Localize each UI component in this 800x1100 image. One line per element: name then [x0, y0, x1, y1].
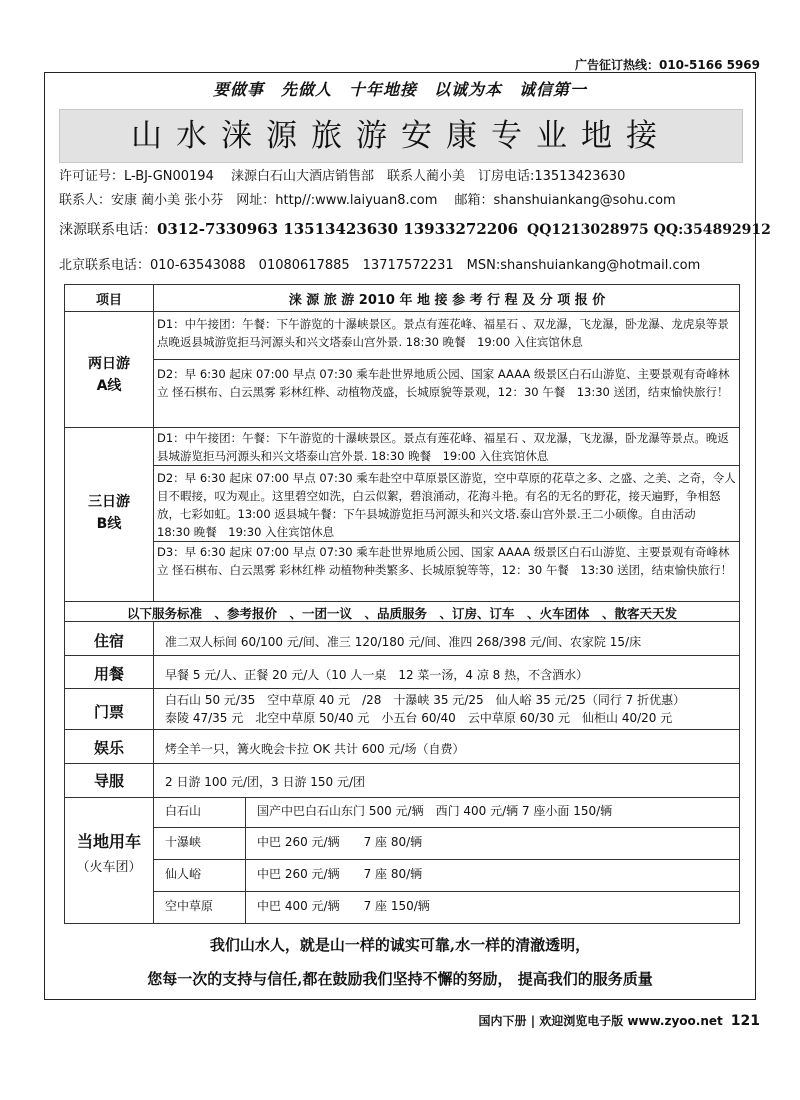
qq-numbers: QQ1213028975 QQ:354892912	[527, 222, 771, 238]
laiyuan-phones: 0312-7330963 13513423630 13933272206	[157, 220, 519, 238]
car-place: 仙人峪	[165, 867, 202, 881]
two-day-line: A线	[96, 378, 122, 394]
three-day-line: B线	[96, 516, 122, 532]
row-divider	[65, 601, 739, 602]
row-divider	[65, 655, 739, 656]
three-day-title: 三日游	[88, 494, 130, 510]
license-line: 许可证号：L-BJ-GN00194 涞源白石山大酒店销售部 联系人蔺小美 订房电话:13513423630	[59, 169, 626, 184]
row-divider	[153, 859, 739, 860]
ad-hotline: 广告征订热线：010-5166 5969	[574, 58, 760, 72]
itinerary-table	[64, 284, 740, 924]
guide-label: 导服	[93, 772, 124, 790]
car-place: 十瀑峡	[165, 835, 202, 849]
beijing-phone-line: 北京联系电话：010-63543088 01080617885 13717572231 MSN:shanshuiankang@hotmail.com	[59, 258, 701, 273]
car-title: 当地用车	[76, 832, 141, 851]
contact-line: 联系人：安康 蔺小美 张小芬 网址：http//:www.laiyuan8.com 邮箱：shanshuiankang@sohu.com	[59, 193, 676, 208]
car-place: 空中草原	[165, 899, 214, 913]
page-title: 山水涞源旅游安康专业地接	[59, 109, 743, 163]
row-divider	[65, 797, 739, 798]
car-price: 中巴 260 元/辆 7 座 80/辆	[257, 835, 423, 849]
three-day-label	[65, 491, 153, 535]
meals-value: 早餐 5 元/人、正餐 20 元/人（10 人一桌 12 菜一汤，4 凉 8 热，不含酒水）	[165, 668, 589, 682]
car-price: 中巴 260 元/辆 7 座 80/辆	[257, 867, 423, 881]
meals-label: 用餐	[93, 665, 124, 683]
closing-line-1: 我们山水人，就是山一样的诚实可靠,水一样的清澈透明，	[209, 936, 591, 954]
row-divider	[65, 729, 739, 730]
two-day-title: 两日游	[88, 356, 130, 372]
two-day-d1: D1：中午接团：午餐：下午游览的十瀑峡景区。景点有莲花峰、福星石 、双龙瀑，飞龙瀑，卧龙瀑、龙虎泉等景点晚返县城游览拒马河源头和兴文塔泰山宫外景. 18:30 晚餐 19:00 入住宾馆休息	[157, 317, 729, 349]
closing-line-2: 您每一次的支持与信任,都在鼓励我们坚持不懈的努励， 提高我们的服务质量	[147, 970, 653, 988]
services-banner: 以下服务标准 、参考报价 、一团一议 、品质服务 、订房、订车 、火车团体 、散客天天发	[126, 606, 677, 621]
row-divider	[65, 621, 739, 622]
tickets-value-2: 泰陵 47/35 元 北空中草原 50/40 元 小五台 60/40 云中草原 60/30 元 仙柜山 40/20 元	[165, 711, 673, 725]
three-day-d1: D1：中午接团：午餐：下午游览的十瀑峡景区。景点有莲花峰、福星石 、双龙瀑，飞龙瀑，卧龙瀑等景点。晚返县城游览拒马河源头和兴文塔泰山宫外景. 18:30 晚餐 19:00 入住宾馆休息	[157, 431, 729, 463]
page-number: 121	[730, 1013, 760, 1029]
car-price: 中巴 400 元/辆 7 座 150/辆	[257, 899, 430, 913]
col-divider	[153, 797, 154, 923]
row-divider	[153, 827, 739, 828]
guide-value: 2 日游 100 元/团，3 日游 150 元/团	[165, 775, 366, 789]
row-divider	[65, 427, 739, 428]
car-label	[65, 829, 153, 881]
col-divider	[153, 621, 154, 797]
row-divider	[153, 465, 739, 466]
two-day-d2: D2：早 6:30 起床 07:00 早点 07:30 乘车赴世界地质公园、国家 AAAA 级景区白石山游览、主要景观有奇峰林立 怪石棋布、白云黑雾 彩林红桦、动植物茂盛，长城原貌等景观，12：30 午餐 13:30 送团，结束愉快旅行！	[157, 367, 730, 399]
tickets-value-1: 白石山 50 元/35 空中草原 40 元 /28 十瀑峡 35 元/25 仙人峪 35 元/25（同行 7 折优惠）	[165, 693, 686, 707]
entertainment-label: 娱乐	[93, 739, 124, 757]
col-divider	[153, 285, 154, 601]
row-divider	[65, 688, 739, 689]
row-divider	[65, 763, 739, 764]
row-divider	[153, 541, 739, 542]
two-day-label	[65, 353, 153, 397]
car-subtitle: （火车团）	[76, 860, 142, 875]
row-divider	[65, 311, 739, 312]
three-day-d2: D2：早 6:30 起床 07:00 早点 07:30 乘车赴空中草原景区游览，空中草原的花草之多、之盛、之美、之奇，令人目不暇接，叹为观止。这里碧空如洗，白云似絮，碧浪涌动，花海斗艳。有名的无名的野花，接天遍野，争相怒放，七彩如虹。13:00 返县城午餐：下午县城游览拒马河源头和兴文塔.泰山宫外景.王二小硕像。自由活动 18:30 晚餐 19:30 入住宾馆休息	[157, 471, 736, 539]
header-item: 项目	[95, 293, 122, 308]
car-price: 国产中巴白石山东门 500 元/辆 西门 400 元/辆 7 座小面 150/辆	[257, 804, 613, 818]
lodging-value: 准二双人标间 60/100 元/间、准三 120/180 元/间、准四 268/398 元/间、农家院 15/床	[165, 635, 642, 649]
slogan: 要做事 先做人 十年地接 以诚为本 诚信第一	[212, 80, 587, 99]
laiyuan-phone-line	[59, 219, 771, 239]
header-title: 涞 源 旅 游 2010 年 地 接 参 考 行 程 及 分 项 报 价	[288, 293, 606, 308]
row-divider	[153, 891, 739, 892]
lodging-label: 住宿	[93, 632, 124, 650]
footer-text: 国内下册 | 欢迎浏览电子版 www.zyoo.net	[478, 1014, 723, 1028]
tickets-label: 门票	[93, 703, 124, 721]
three-day-d3: D3：早 6:30 起床 07:00 早点 07:30 乘车赴世界地质公园、国家 AAAA 级景区白石山游览、主要景观有奇峰林立 怪石棋布、白云黑雾 彩林红桦 动植物种类繁多、长城原貌等等，12：30 午餐 13:30 送团，结束愉快旅行！	[157, 545, 733, 577]
entertainment-value: 烤全羊一只，篝火晚会卡拉 OK 共计 600 元/场（自费）	[165, 742, 465, 756]
laiyuan-phone-label: 涞源联系电话：	[59, 222, 157, 238]
row-divider	[153, 359, 739, 360]
page-footer	[479, 1012, 760, 1029]
car-place: 白石山	[165, 804, 202, 818]
col-divider	[245, 797, 246, 923]
